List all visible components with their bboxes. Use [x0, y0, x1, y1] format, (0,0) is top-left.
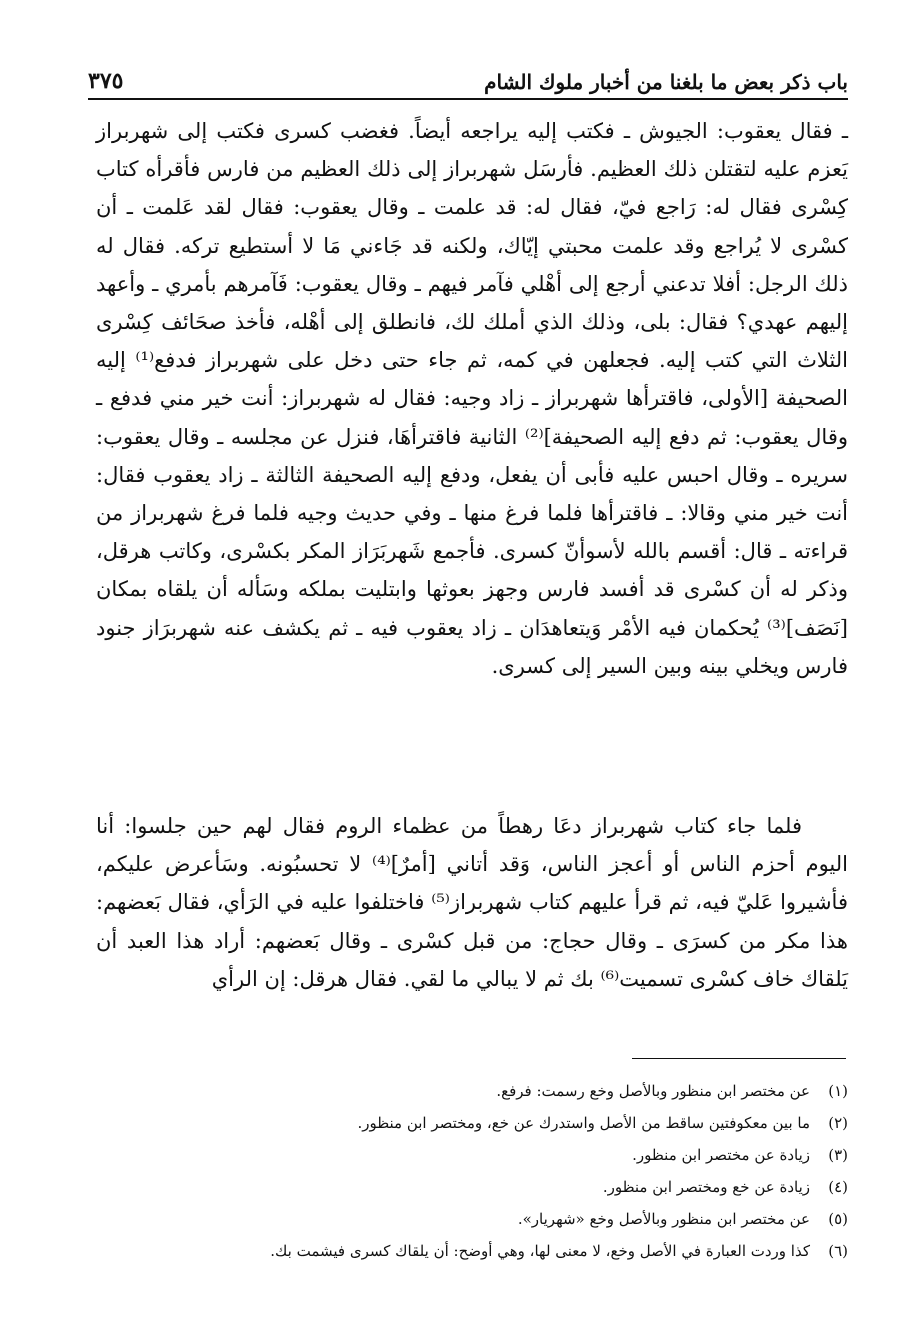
footnote: [150, 1146, 848, 1178]
footnote-number: (٣): [828, 1146, 848, 1164]
footnote-number: (٢): [828, 1114, 848, 1132]
body-paragraph: ـ فقال يعقوب: الجيوش ـ فكتب إليه يراجعه أيضاً. فغضب كسرى فكتب إلى شهربراز يَعزم عليه لتقتلن ذلك العظيم. فأرسَل شهربراز إلى ذلك العظيم من فارس فأقرأه كتاب كِسْرى فقال له: رَاجع فيّ، فقال له: قد علمت ـ وقال يعقوب: فقال لقد عَلمت ـ أن كسْرى لا يُراجع وقد علمت محبتي إيّاك، ولكنه قد جَاءني مَا لا أستطيع تركه. فقال له ذلك الرجل: أفلا تدعني أرجع إلى أهْلي فآمر فيهم ـ وقال يعقوب: فَآمرهم بأمري ـ وأعهد إليهم عهدي؟ فقال: بلى، وذلك الذي أملك لك، فانطلق إلى أهْله، فأخذ صحَائف كِسْرى الثلاث التي كتب إليه. فجعلهن في كمه، ثم جاء حتى دخل على شهربراز فدفع⁽¹⁾ إليه الصحيفة [الأولى، فاقترأها شهربراز ـ زاد وجيه: فقال له شهربراز: أنت خير مني فدفع ـ وقال يعقوب: ثم دفع إليه الصحيفة]⁽²⁾ الثانية فاقترأهَا، فنزل عن مجلسه ـ وقال يعقوب: سريره ـ وقال احبس عليه فأبى أن يفعل، ودفع إليه الصحيفة الثالثة ـ زاد يعقوب فقال: أنت خير مني وقالا: ـ فاقترأها فلما فرغ منها ـ وفي حديث وجيه فلما فرغ شهربراز من قراءته ـ قال: أقسم بالله لأسوأنّ كسرى. فأجمع شَهربَرَاز المكر بكسْرى، وكاتب هرقل، وذكر له أن كسْرى قد أفسد فارس وجهز بعوثها وابتليت بملكه وسَأله أن يلقاه بمكان [نَصَف]⁽³⁾ يُحكمان فيه الأمْر وَيتعاهدَان ـ زاد يعقوب فيه ـ ثم يكشف عنه شهربرَاز جنود فارس ويخلي بينه وبين السير إلى كسرى.: [96, 119, 848, 678]
footnote-text: عن مختصر ابن منظور وبالأصل وخع «شهريار».: [517, 1210, 810, 1228]
page-number: ٣٧٥: [88, 68, 124, 94]
footnote-text: زيادة عن خع ومختصر ابن منظور.: [602, 1178, 810, 1196]
footnote-text: عن مختصر ابن منظور وبالأصل وخع رسمت: فرفع.: [496, 1082, 810, 1100]
footnote-number: (٦): [828, 1242, 848, 1260]
footnote-number: (٥): [828, 1210, 848, 1228]
footnote: [150, 1242, 848, 1274]
footnote-text: كذا وردت العبارة في الأصل وخع، لا معنى لها، وهي أوضح: أن يلقاك كسرى فيشمت بك.: [270, 1242, 810, 1260]
footnotes: [150, 1082, 848, 1274]
footnote-text: ما بين معكوفتين ساقط من الأصل واستدرك عن خع، ومختصر ابن منظور.: [357, 1114, 810, 1132]
footnote: [150, 1082, 848, 1114]
running-header: [88, 58, 848, 94]
footnote-number: (٤): [828, 1178, 848, 1196]
footnote-text: زيادة عن مختصر ابن منظور.: [632, 1146, 810, 1164]
footnote: [150, 1178, 848, 1210]
footnote-rule: [632, 1058, 846, 1059]
footnote: [150, 1114, 848, 1146]
header-rule: [88, 98, 848, 100]
footnote: [150, 1210, 848, 1242]
body-paragraph: فلما جاء كتاب شهربراز دعَا رهطاً من عظماء الروم فقال لهم حين جلسوا: أنا اليوم أحزم الناس أو أعجز الناس، وَقد أتاني [أمرٌ]⁽⁴⁾ لا تحسبُونه. وسَأعرض عليكم، فأشيروا عَليّ فيه، ثم قرأ عليهم كتاب شهربراز⁽⁵⁾ فاختلفوا عليه في الرَأي، فقال بَعضهم: هذا مكر من كسرَى ـ وقال حجاج: من قبل كسْرى ـ وقال بَعضهم: أراد هذا العبد أن يَلقاك خاف كسْرى تسميت⁽⁶⁾ بك ثم لا يبالي ما لقي. فقال هرقل: إن الرأي: [96, 814, 848, 991]
running-title: باب ذكر بعض ما بلغنا من أخبار ملوك الشام: [484, 70, 848, 94]
footnote-number: (١): [828, 1082, 848, 1100]
